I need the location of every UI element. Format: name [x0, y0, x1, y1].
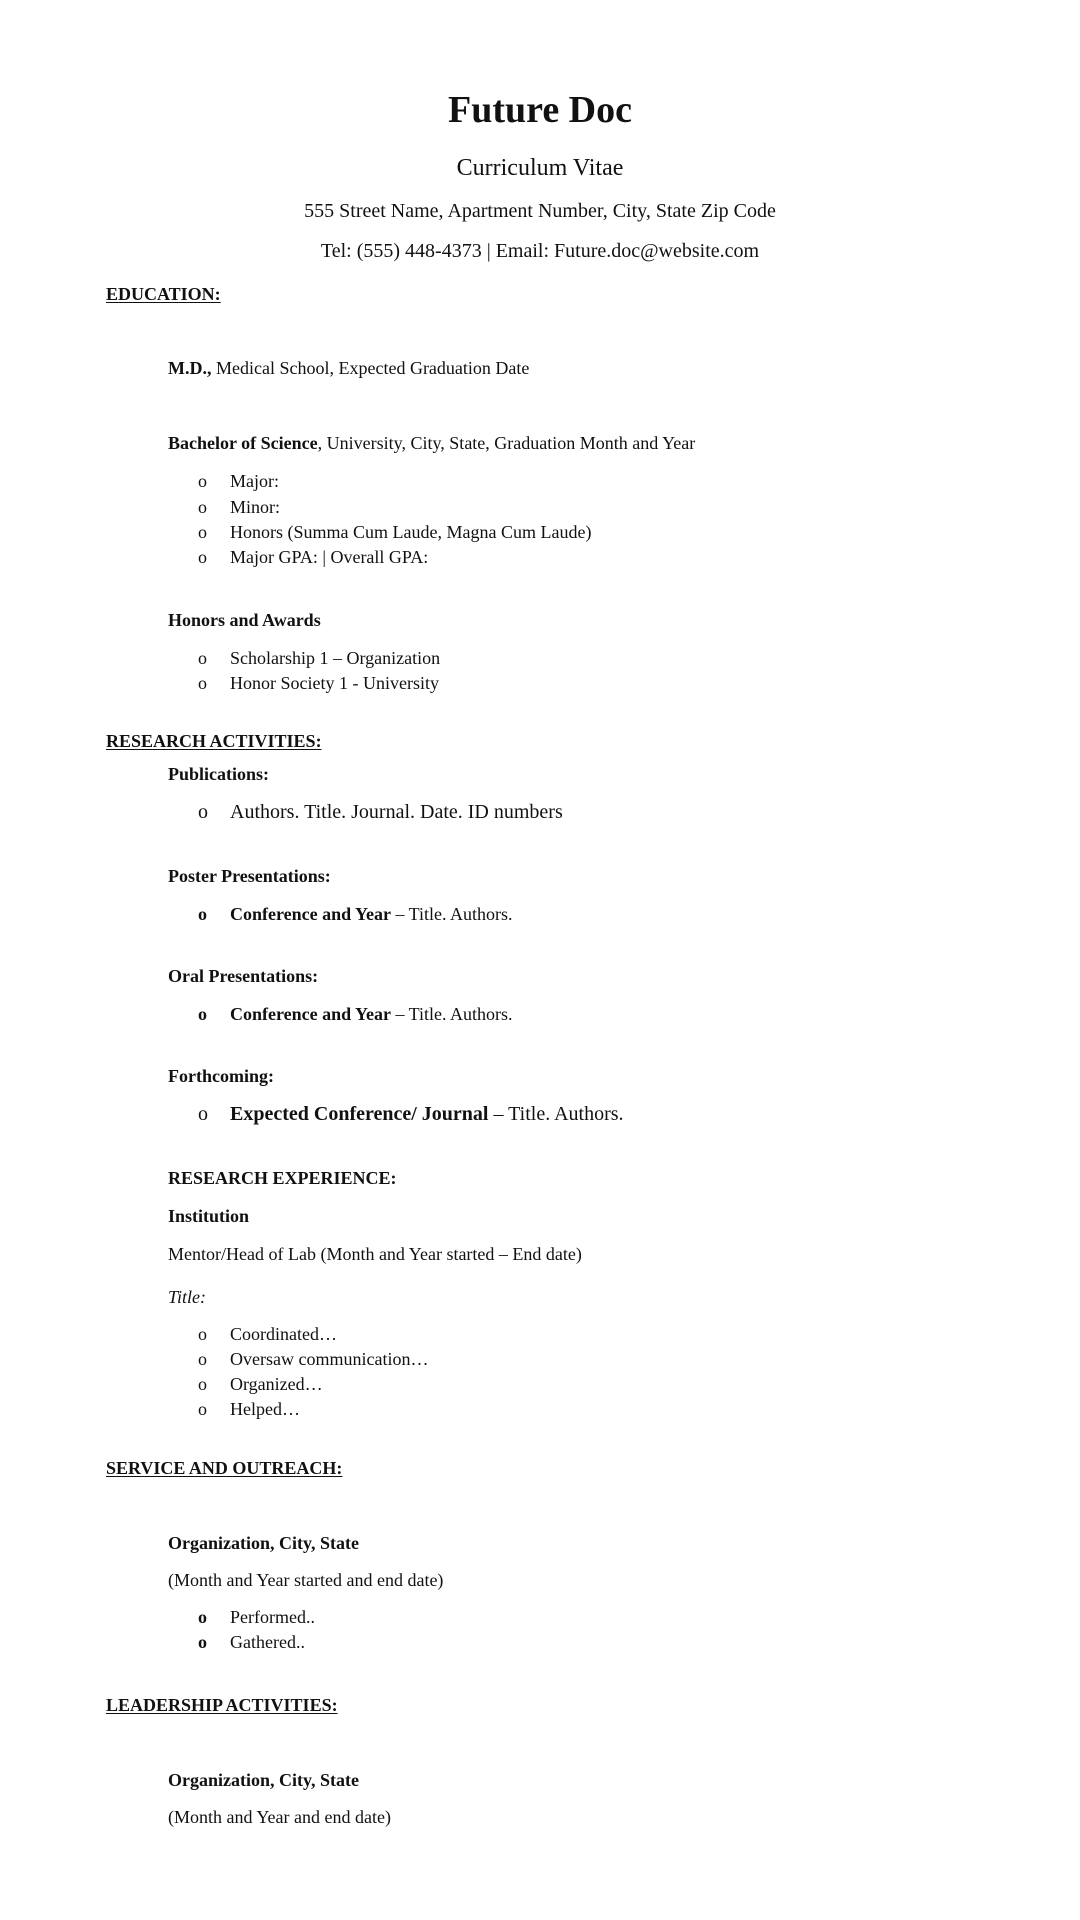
section-heading-leadership: LEADERSHIP ACTIVITIES: — [106, 1695, 338, 1715]
publications-heading: Publications: — [168, 764, 270, 784]
bullet-icon: o — [198, 1632, 207, 1652]
bullet-icon: o — [198, 497, 207, 517]
md-details: Medical School, Expected Graduation Date — [211, 358, 530, 378]
list-item: o Major: — [198, 471, 279, 491]
list-item: o Organized… — [198, 1374, 323, 1394]
list-item: o Minor: — [198, 497, 281, 517]
bullet-icon: o — [198, 1349, 207, 1369]
cv-address: 555 Street Name, Apartment Number, City, State Zip Code — [304, 200, 776, 222]
list-item: o Gathered.. — [198, 1632, 305, 1652]
bullet-icon: o — [198, 471, 207, 491]
bullet-icon: o — [198, 1103, 208, 1125]
list-item: o Coordinated… — [198, 1324, 337, 1344]
honors-heading: Honors and Awards — [168, 610, 321, 630]
list-item: o Honor Society 1 - University — [198, 673, 439, 693]
poster-heading: Poster Presentations: — [168, 866, 331, 886]
service-dates: (Month and Year started and end date) — [168, 1570, 444, 1590]
bullet-icon: o — [198, 1399, 207, 1419]
leadership-org: Organization, City, State — [168, 1770, 359, 1790]
list-item: o Expected Conference/ Journal – Title. Authors. — [198, 1103, 624, 1125]
forthcoming-heading: Forthcoming: — [168, 1066, 274, 1086]
bullet-icon: o — [198, 1004, 207, 1024]
bullet-icon: o — [198, 547, 207, 567]
research-experience-heading: RESEARCH EXPERIENCE: — [168, 1168, 397, 1188]
bullet-icon: o — [198, 1324, 207, 1344]
cv-name: Future Doc — [448, 89, 632, 131]
list-item: o Oversaw communication… — [198, 1349, 429, 1369]
leadership-dates: (Month and Year and end date) — [168, 1807, 391, 1827]
mentor: Mentor/Head of Lab (Month and Year started – End date) — [168, 1244, 582, 1264]
bullet-icon: o — [198, 522, 207, 542]
list-item: o Helped… — [198, 1399, 300, 1419]
education-md — [168, 358, 529, 379]
role-title: Title: — [168, 1287, 207, 1307]
bullet-icon: o — [198, 1374, 207, 1394]
bullet-icon: o — [198, 673, 207, 693]
oral-heading: Oral Presentations: — [168, 966, 319, 986]
list-item: o Authors. Title. Journal. Date. ID numbers — [198, 801, 563, 823]
list-item: o Major GPA: | Overall GPA: — [198, 547, 429, 567]
bullet-icon: o — [198, 801, 208, 823]
cv-subtitle: Curriculum Vitae — [456, 155, 624, 181]
section-heading-service: SERVICE AND OUTREACH: — [106, 1458, 343, 1478]
list-item: o Scholarship 1 – Organization — [198, 648, 441, 668]
section-heading-research-activities: RESEARCH ACTIVITIES: — [106, 731, 322, 751]
institution: Institution — [168, 1206, 250, 1226]
section-heading-education: EDUCATION: — [106, 284, 221, 304]
bullet-icon: o — [198, 1607, 207, 1627]
bullet-icon: o — [198, 904, 207, 924]
bs-degree: Bachelor of Science — [168, 433, 318, 453]
list-item: o Conference and Year – Title. Authors. — [198, 904, 513, 924]
md-degree: M.D., — [168, 358, 212, 378]
list-item: o Honors (Summa Cum Laude, Magna Cum Laude) — [198, 522, 592, 542]
service-org: Organization, City, State — [168, 1533, 359, 1553]
list-item: o Performed.. — [198, 1607, 315, 1627]
bs-details: , University, City, State, Graduation Month and Year — [317, 433, 696, 453]
cv-contact: Tel: (555) 448-4373 | Email: Future.doc@website.com — [320, 240, 760, 262]
bullet-icon: o — [198, 648, 207, 668]
education-bs — [168, 433, 695, 454]
list-item: o Conference and Year – Title. Authors. — [198, 1004, 513, 1024]
